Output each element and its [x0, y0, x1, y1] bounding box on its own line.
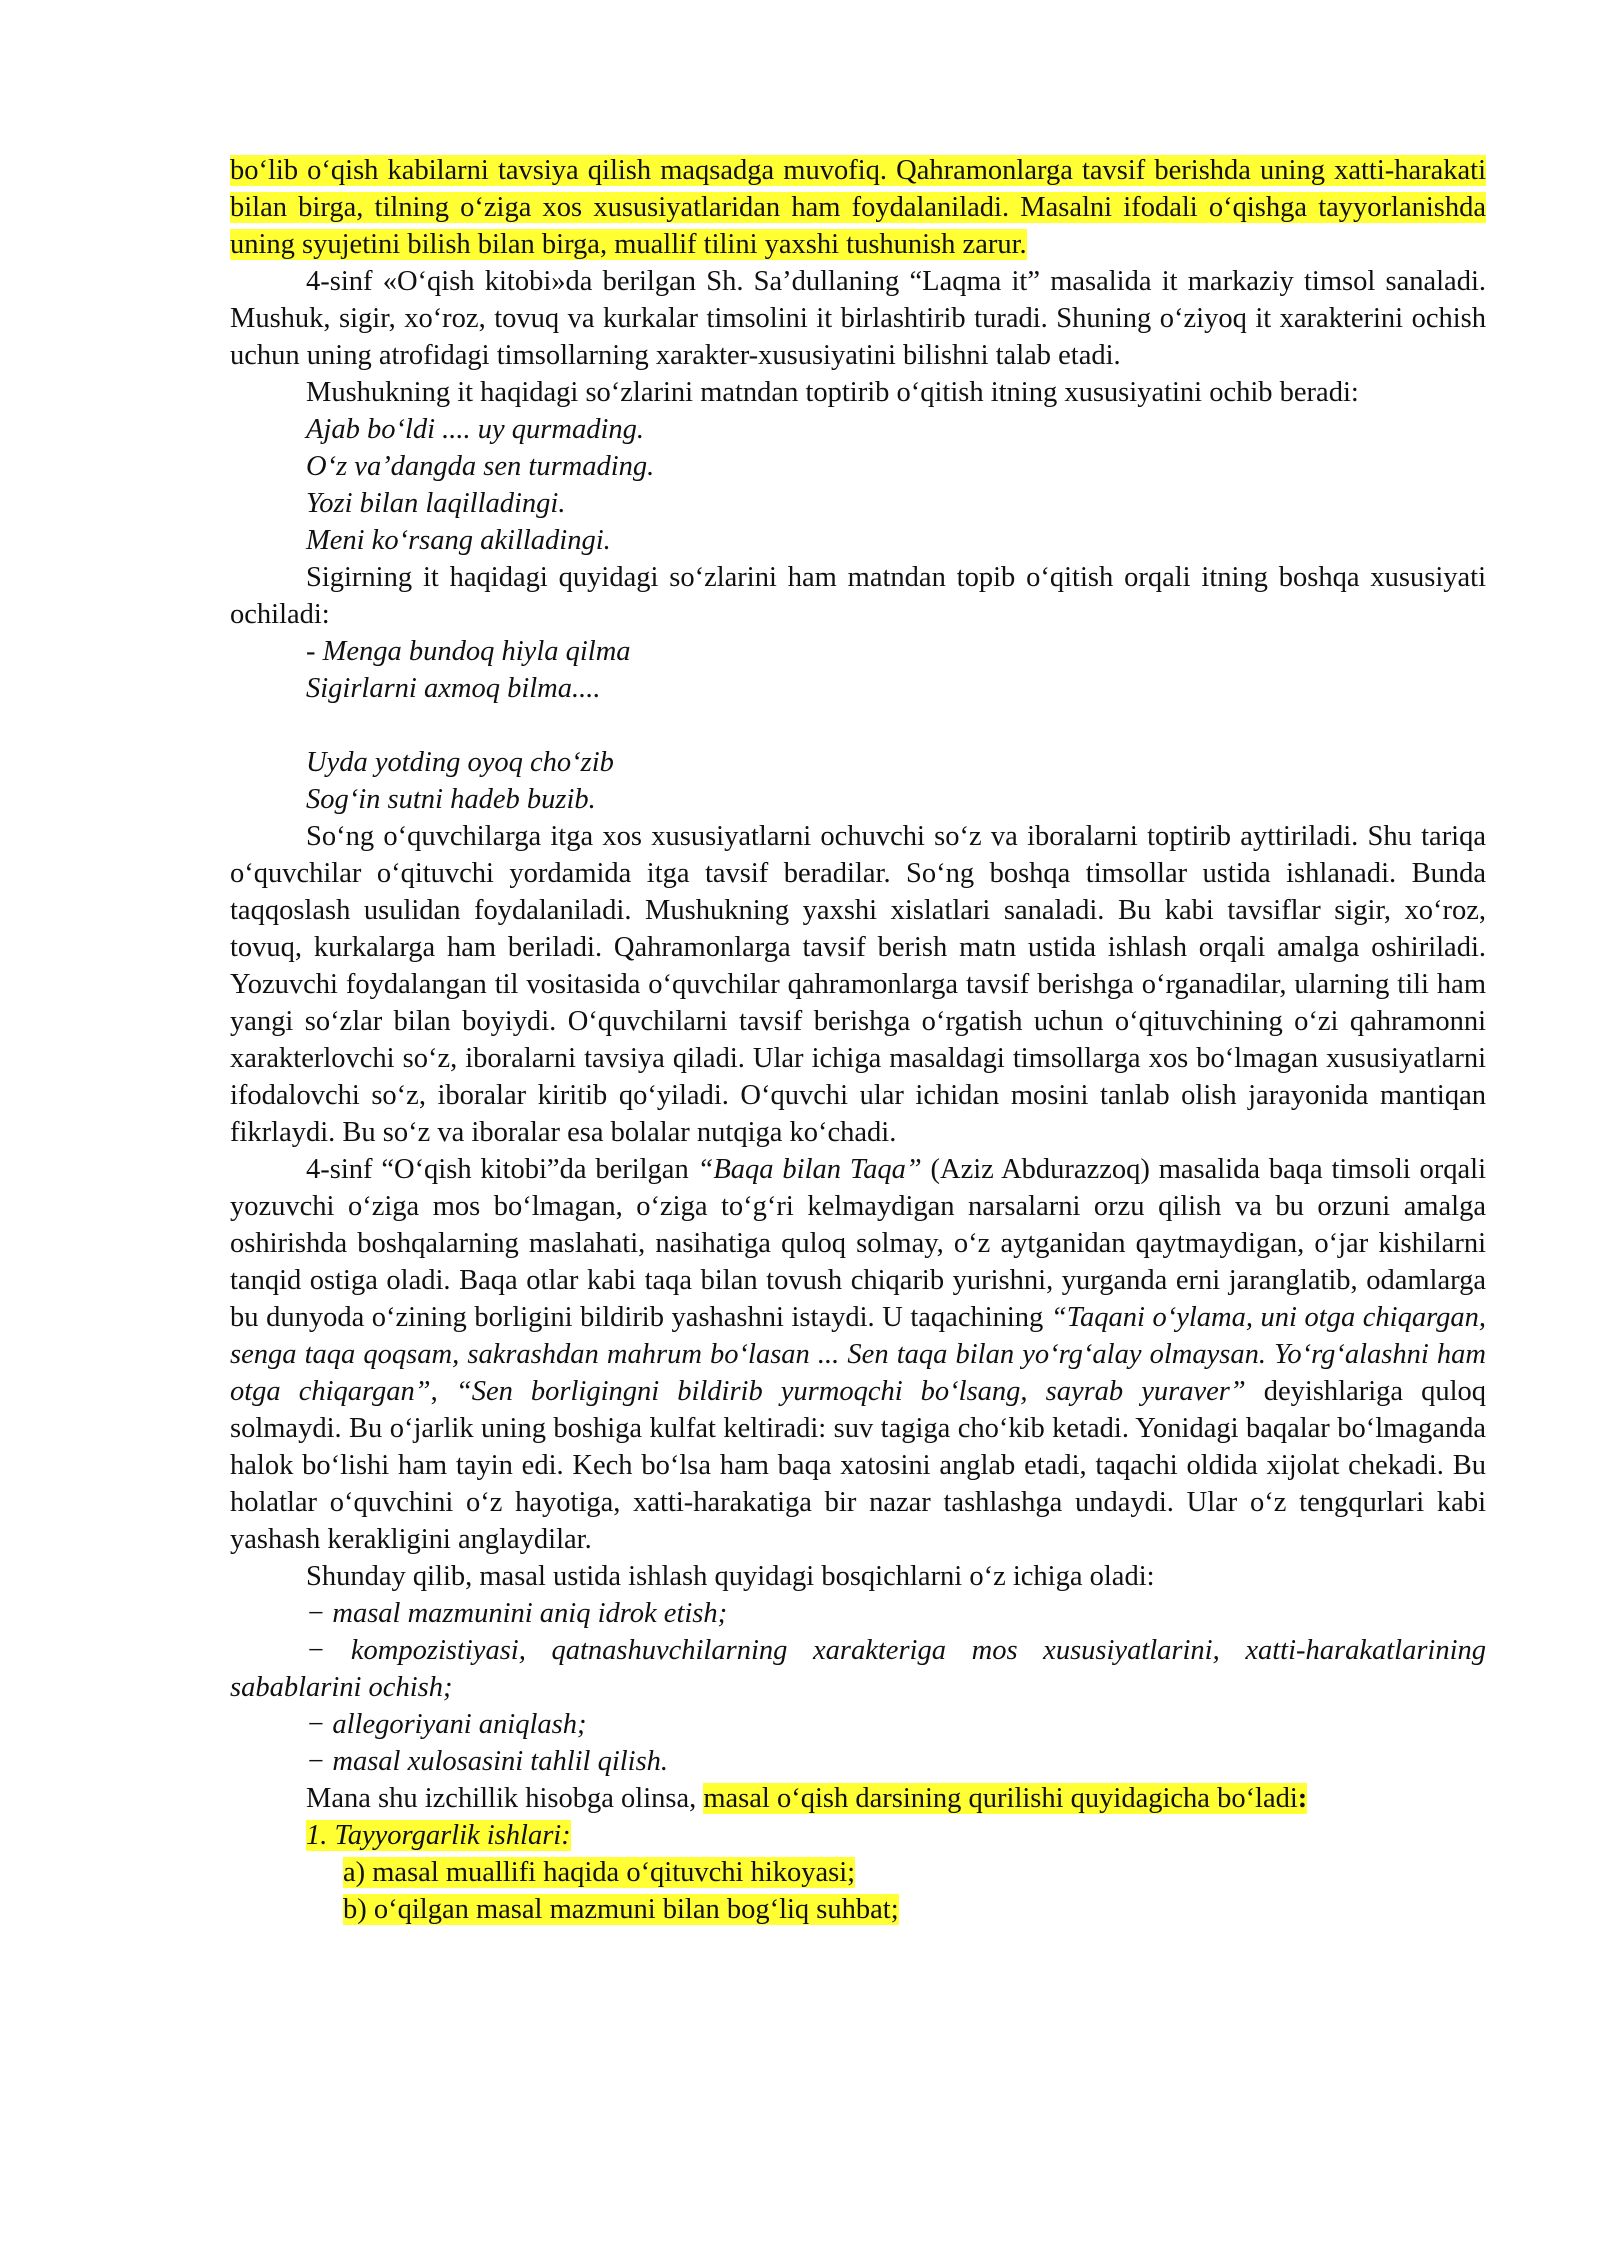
- paragraph-dars-qurilishi: Mana shu izchillik hisobga olinsa, masal o‘qish darsining qurilishi quyidagicha bo‘ladi:: [306, 1783, 1308, 1814]
- italic-quote: “Taqani o‘ylama, uni otga chiqargan, senga taqa qoqsam, sakrashdan mahrum bo‘lasan ... Sen taqa bilan yo‘rg‘alay olmaysan. Yo‘rg‘alashni ham otga chiqargan”: [230, 1302, 1486, 1407]
- verse-line: [230, 633, 1486, 670]
- verse-line: Sigirlarni axmoq bilma....: [306, 673, 601, 704]
- lesson-structure-list: [230, 1817, 1486, 1928]
- paragraph-bosqichlar: Shunday qilib, masal ustida ishlash quyidagi bosqichlarni o‘z ichiga oladi:: [306, 1561, 1155, 1592]
- blank-line: [230, 707, 1486, 744]
- highlighted-colon: :: [1297, 1783, 1308, 1814]
- steps-list: [230, 1595, 1486, 1780]
- list-item: b) o‘qilgan masal mazmuni bilan bog‘liq suhbat;: [343, 1894, 899, 1925]
- step-item: − kompozistiyasi, qatnashuvchilarning xarakteriga mos xususiyatlarini, xatti-harakatlarining sabablarini ochish;: [230, 1635, 1486, 1703]
- list-title: 1. Tayyorgarlik ishlari:: [306, 1820, 571, 1851]
- paragraph-baqa-bilan-taqa: 4-sinf “O‘qish kitobi”da berilgan “Baqa bilan Taqa” (Aziz Abdurazzoq) masalida baqa timsoli orqali yozuvchi o‘ziga mos bo‘lmagan, o‘ziga to‘g‘ri kelmaydigan narsalarni orzu qilish va bu orzuni amalga oshirishda boshqalarning maslahati, nasihatiga quloq solmay, o‘z aytganidan qaytmaydigan, o‘jar kishilarni tanqid ostiga oladi. Baqa otlar kabi taqa bilan tovush chiqarib yurishni, yurganda erni jaranglatib, odamlarga bu dunyoda o‘zining borligini bildirib yashashni istaydi. U taqachining “Taqani o‘ylama, uni otga chiqargan, senga taqa qoqsam, sakrashdan mahrum bo‘lasan ... Sen taqa bilan yo‘rg‘alay olmaysan. Yo‘rg‘alashni ham otga chiqargan”, “Sen borligingni bildirib yurmoqchi bo‘lsang, sayrab yuraver” deyishlariga quloq solmaydi. Bu o‘jarlik uning boshiga kulfat keltiradi: suv tagiga cho‘kib ketadi. Yonidagi baqalar bo‘lmaganda halok bo‘lishi ham tayin edi. Kech bo‘lsa ham baqa xatosini anglab etadi, taqachi oldida xijolat chekadi. Bu holatlar o‘quvchini o‘z hayotiga, xatti-harakatiga bir nazar tashlashga undaydi. Ular o‘z tengqurlari kabi yashash kerakligini anglaydilar.: [230, 1154, 1487, 1555]
- paragraph-intro: [230, 152, 1486, 263]
- verse-line: Yozi bilan laqilladingi.: [306, 488, 566, 519]
- verse-text: Menga bundoq hiyla qilma: [322, 636, 631, 667]
- verse-sigir: [230, 633, 1486, 818]
- step-item: − masal mazmunini aniq idrok etish;: [306, 1598, 728, 1629]
- paragraph-tavsif: So‘ng o‘quvchilarga itga xos xususiyatlarni ochuvchi so‘z va iboralarni toptirib ayttiriladi. Shu tariqa o‘quvchilar o‘qituvchi yordamida itga tavsif beradilar. So‘ng boshqa timsollar ustida ishlanadi. Bunda taqqoslash usulidan foydalaniladi. Mushukning yaxshi xislatlari sanaladi. Bu kabi tavsiflar sigir, xo‘roz, tovuq, kurkalarga ham beriladi. Qahramonlarga tavsif berish matn ustida ishlash orqali amalga oshiriladi. Yozuvchi foydalangan til vositasida o‘quvchilar qahramonlarga tavsif berishga o‘rganadilar, ularning tili ham yangi so‘zlar bilan boyiydi. O‘quvchilarni tavsif berishga o‘rgatish uchun o‘qituvchining o‘zi qahramonni xarakterlovchi so‘z, iboralarni tavsiya qiladi. Ular ichiga masaldagi timsollarga xos bo‘lmagan xususiyatlarni ifodalovchi so‘z, iboralar kiritib qo‘yiladi. O‘quvchi ular ichidan mosini tanlab olish jarayonida mantiqan fikrlaydi. Bu so‘z va iboralar esa bolalar nutqiga ko‘chadi.: [230, 821, 1486, 1148]
- verse-line: Sog‘in sutni hadeb buzib.: [306, 784, 596, 815]
- italic-quote: “Sen borligingni bildirib yurmoqchi bo‘lsang, sayrab yuraver”: [455, 1376, 1246, 1407]
- verse-line: Uyda yotding oyoq cho‘zib: [306, 747, 614, 778]
- italic-title: “Baqa bilan Taqa”: [697, 1154, 922, 1185]
- verse-mushuk: [230, 411, 1486, 559]
- highlighted-text: masal o‘qish darsining qurilishi quyidagicha bo‘ladi: [703, 1783, 1298, 1814]
- highlighted-text: bo‘lib o‘qish kabilarni tavsiya qilish maqsadga muvofiq. Qahramonlarga tavsif berishda uning xatti-harakati bilan birga, tilning o‘ziga xos xususiyatlaridan ham foydalaniladi. Masalni ifodali o‘qishga tayyorlanishda uning syujetini bilish bilan birga, muallif tilini yaxshi tushunish zarur.: [230, 155, 1486, 260]
- verse-dash: -: [306, 636, 323, 667]
- verse-line: Meni ko‘rsang akilladingi.: [306, 525, 611, 556]
- paragraph-laqma-it: 4-sinf «O‘qish kitobi»da berilgan Sh. Sa’dullaning “Laqma it” masalida it markaziy timsol sanaladi. Mushuk, sigir, xo‘roz, tovuq va kurkalar timsolini it birlashtirib turadi. Shuning o‘ziyoq it xarakterini ochish uchun uning atrofidagi timsollarning xarakter-xususiyatini bilishni talab etadi.: [230, 266, 1486, 371]
- verse-line: Ajab bo‘ldi .... uy qurmading.: [306, 414, 645, 445]
- paragraph-mushuk: Mushukning it haqidagi so‘zlarini matndan toptirib o‘qitish itning xususiyatini ochib beradi:: [306, 377, 1359, 408]
- step-item: − masal xulosasini tahlil qilish.: [306, 1746, 669, 1777]
- list-item: a) masal muallifi haqida o‘qituvchi hikoyasi;: [343, 1857, 856, 1888]
- step-item: − allegoriyani aniqlash;: [306, 1709, 587, 1740]
- verse-line: O‘z va’dangda sen turmading.: [306, 451, 655, 482]
- document-page: [230, 152, 1486, 1928]
- paragraph-sigir: Sigirning it haqidagi quyidagi so‘zlarini ham matndan topib o‘qitish orqali itning boshqa xususiyati ochiladi:: [230, 562, 1486, 630]
